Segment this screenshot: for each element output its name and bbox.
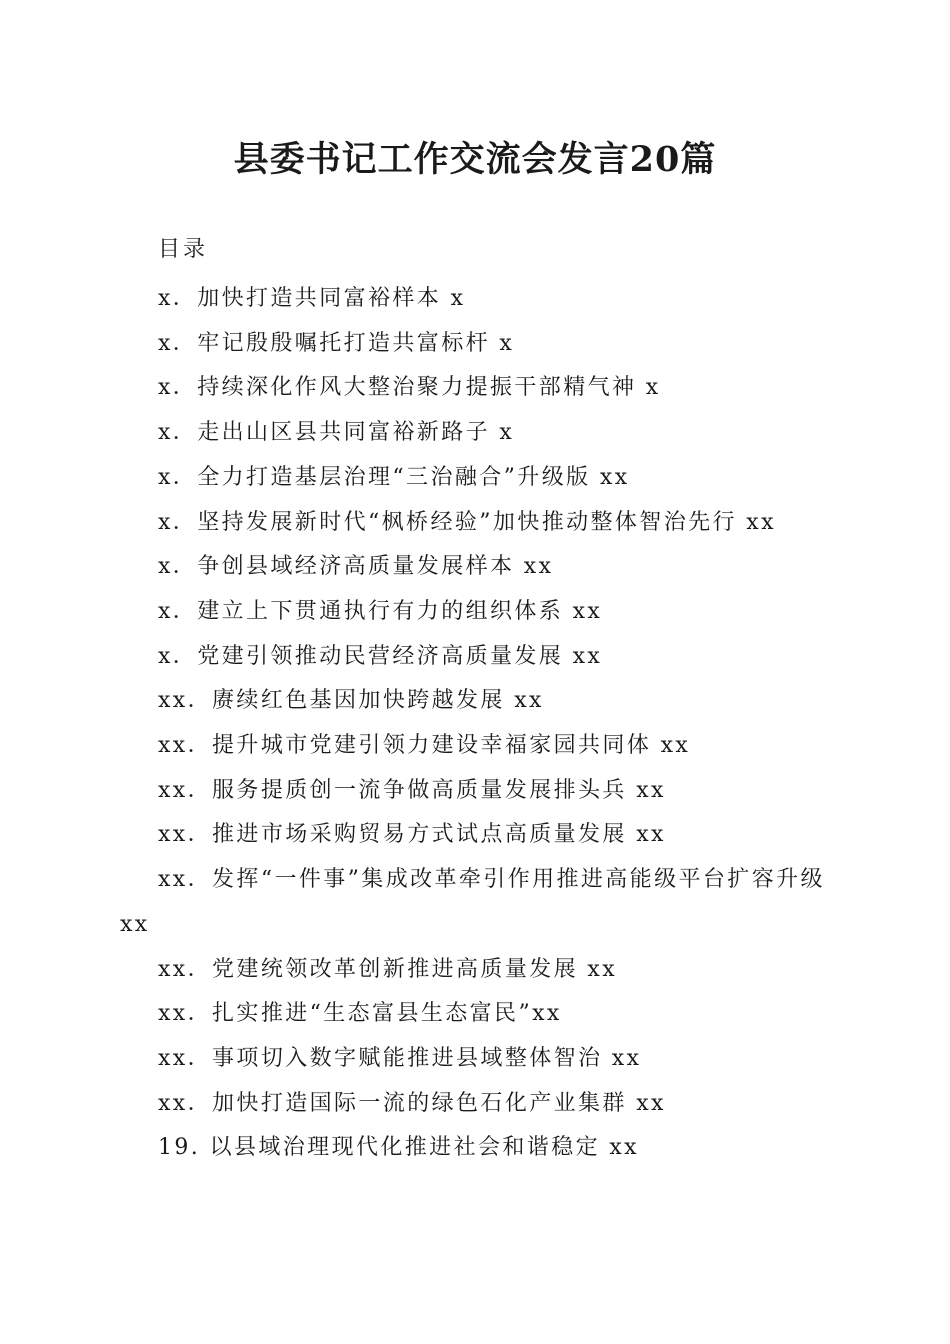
- toc-item: xx．发挥“一件事”集成改革牵引作用推进高能级平台扩容升级 xx: [120, 867, 825, 937]
- toc-item: xx．加快打造国际一流的绿色石化产业集群 xx: [158, 1090, 666, 1116]
- toc-item: x．持续深化作风大整治聚力提振干部精气神 x: [158, 375, 661, 401]
- toc-item: xx．提升城市党建引领力建设幸福家园共同体 xx: [158, 733, 691, 759]
- toc-item: xx．党建统领改革创新推进高质量发展 xx: [158, 956, 618, 982]
- toc-item: x．党建引领推动民营经济高质量发展 xx: [158, 643, 603, 669]
- toc-item: x．坚持发展新时代“枫桥经验”加快推动整体智治先行 xx: [158, 509, 776, 535]
- toc-item: 19. 以县域治理现代化推进社会和谐稳定 xx: [158, 1135, 639, 1161]
- toc-item: x．建立上下贯通执行有力的组织体系 xx: [158, 598, 603, 624]
- toc-item: x．牢记殷殷嘱托打造共富标杆 x: [158, 330, 515, 356]
- toc-item: xx．扎实推进“生态富县生态富民”xx: [158, 1001, 562, 1027]
- toc-item: xx．服务提质创一流争做高质量发展排头兵 xx: [158, 777, 666, 803]
- toc-item: x．全力打造基层治理“三治融合”升级版 xx: [158, 464, 630, 490]
- toc-item: xx．事项切入数字赋能推进县域整体智治 xx: [158, 1045, 642, 1071]
- toc-heading: 目录: [158, 237, 209, 262]
- toc-item: x．争创县域经济高质量发展样本 xx: [158, 554, 554, 580]
- toc-item: x．加快打造共同富裕样本 x: [158, 286, 466, 311]
- toc-item: x．走出山区县共同富裕新路子 x: [158, 420, 515, 446]
- toc-item: xx．赓续红色基因加快跨越发展 xx: [158, 688, 544, 714]
- page-title: 县委书记工作交流会发言20篇: [233, 139, 717, 180]
- toc-item: xx．推进市场采购贸易方式试点高质量发展 xx: [158, 822, 666, 848]
- table-of-contents: [120, 277, 832, 1171]
